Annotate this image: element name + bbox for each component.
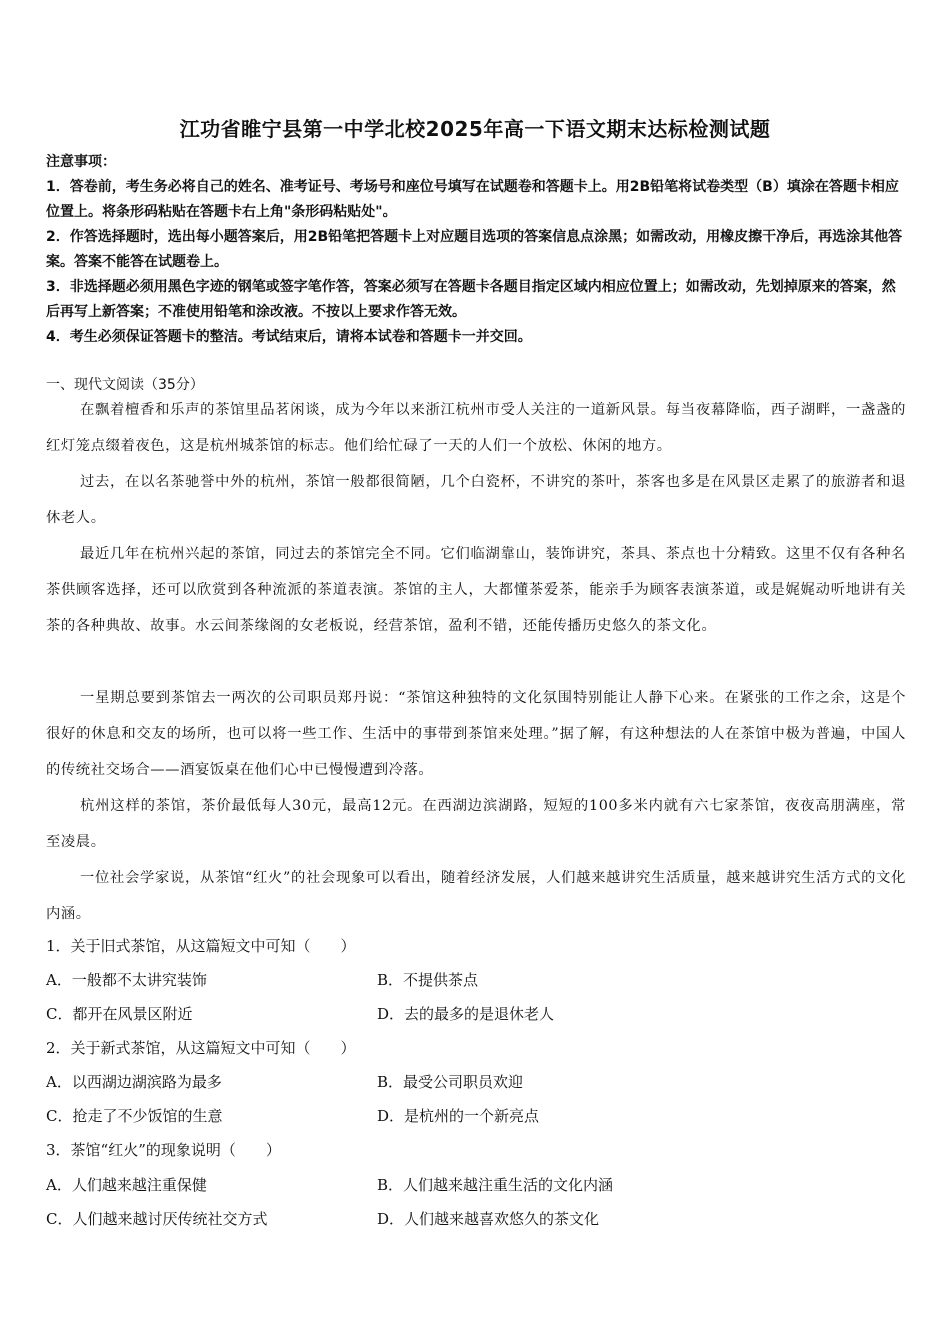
notice-item-2: 2．作答选择题时，选出每小题答案后，用2B铅笔把答题卡上对应题目选项的答案信息点涂黑；如需改动，用橡皮擦干净后，再选涂其他答案。答案不能答在试题卷上。 xyxy=(46,229,903,270)
passage-paragraph-4: 一星期总要到茶馆去一两次的公司职员郑丹说：“茶馆这种独特的文化氛围特别能让人静下心来。在紧张的工作之余，这是个很好的休息和交友的场所，也可以将一些工作、生活中的事带到茶馆来处理。”据了解，有这种想法的人在茶馆中极为普遍，中国人的传统社交场合——酒宴饭桌在他们心中已慢慢遭到冷落。 xyxy=(46,690,906,778)
question-1-option-d[interactable]: D．去的最多的是退休老人 xyxy=(377,1005,555,1023)
question-2-option-d[interactable]: D．是杭州的一个新亮点 xyxy=(377,1107,540,1125)
section-heading: 一、现代文阅读（35分） xyxy=(46,377,204,393)
question-2-stem: 2．关于新式茶馆，从这篇短文中可知（ ） xyxy=(46,1039,356,1057)
notice-item-1: 1．答卷前，考生务必将自己的姓名、准考证号、考场号和座位号填写在试题卷和答题卡上。用2B铅笔将试卷类型（B）填涂在答题卡相应位置上。将条形码粘贴在答题卡右上角"条形码粘贴处"。 xyxy=(46,179,899,220)
question-1-stem: 1．关于旧式茶馆，从这篇短文中可知（ ） xyxy=(46,937,356,955)
passage-paragraph-6: 一位社会学家说，从茶馆“红火”的社会现象可以看出，随着经济发展，人们越来越讲究生活质量，越来越讲究生活方式的文化内涵。 xyxy=(46,870,906,922)
question-1-option-c[interactable]: C．都开在风景区附近 xyxy=(46,1005,193,1023)
notice-heading: 注意事项： xyxy=(46,154,116,170)
question-3-option-c[interactable]: C．人们越来越讨厌传统社交方式 xyxy=(46,1210,268,1228)
exam-title: 江功省睢宁县第一中学北校2025年高一下语文期末达标检测试题 xyxy=(179,117,771,141)
passage-paragraph-3: 最近几年在杭州兴起的茶馆，同过去的茶馆完全不同。它们临湖靠山，装饰讲究，茶具、茶点也十分精致。这里不仅有各种名茶供顾客选择，还可以欣赏到各种流派的茶道表演。茶馆的主人，大都懂茶爱茶，能亲手为顾客表演茶道，或是娓娓动听地讲有关茶的各种典故、故事。水云间茶缘阁的女老板说，经营茶馆，盈利不错，还能传播历史悠久的茶文化。 xyxy=(46,546,906,634)
passage-paragraph-5: 杭州这样的茶馆，茶价最低每人30元，最高12元。在西湖边滨湖路，短短的100多米内就有六七家茶馆，夜夜高朋满座，常至凌晨。 xyxy=(46,798,906,850)
passage-paragraph-1: 在飘着檀香和乐声的茶馆里品茗闲谈，成为今年以来浙江杭州市受人关注的一道新风景。每当夜幕降临，西子湖畔，一盏盏的红灯笼点缀着夜色，这是杭州城茶馆的标志。他们给忙碌了一天的人们一个放松、休闲的地方。 xyxy=(46,402,906,454)
question-3-option-b[interactable]: B．人们越来越注重生活的文化内涵 xyxy=(377,1176,614,1194)
question-2-option-a[interactable]: A．以西湖边湖滨路为最多 xyxy=(46,1073,222,1091)
question-1-option-b[interactable]: B．不提供茶点 xyxy=(377,971,479,989)
question-2-option-c[interactable]: C．抢走了不少饭馆的生意 xyxy=(46,1107,223,1125)
passage-paragraph-2: 过去，在以名茶驰誉中外的杭州，茶馆一般都很简陋，几个白瓷杯，不讲究的茶叶，茶客也多是在风景区走累了的旅游者和退休老人。 xyxy=(46,474,906,526)
question-2-option-b[interactable]: B．最受公司职员欢迎 xyxy=(377,1073,524,1091)
question-3-stem: 3．茶馆“红火”的现象说明（ ） xyxy=(46,1141,281,1159)
notice-item-3: 3．非选择题必须用黑色字迹的钢笔或签字笔作答，答案必须写在答题卡各题目指定区域内相应位置上；如需改动，先划掉原来的答案，然后再写上新答案；不准使用铅笔和涂改液。不按以上要求作答无效。 xyxy=(46,279,896,320)
question-1-option-a[interactable]: A．一般都不太讲究装饰 xyxy=(46,971,207,989)
question-3-option-a[interactable]: A．人们越来越注重保健 xyxy=(46,1176,207,1194)
question-3-option-d[interactable]: D．人们越来越喜欢悠久的茶文化 xyxy=(377,1210,600,1228)
notice-item-4: 4．考生必须保证答题卡的整洁。考试结束后，请将本试卷和答题卡一并交回。 xyxy=(46,329,532,345)
